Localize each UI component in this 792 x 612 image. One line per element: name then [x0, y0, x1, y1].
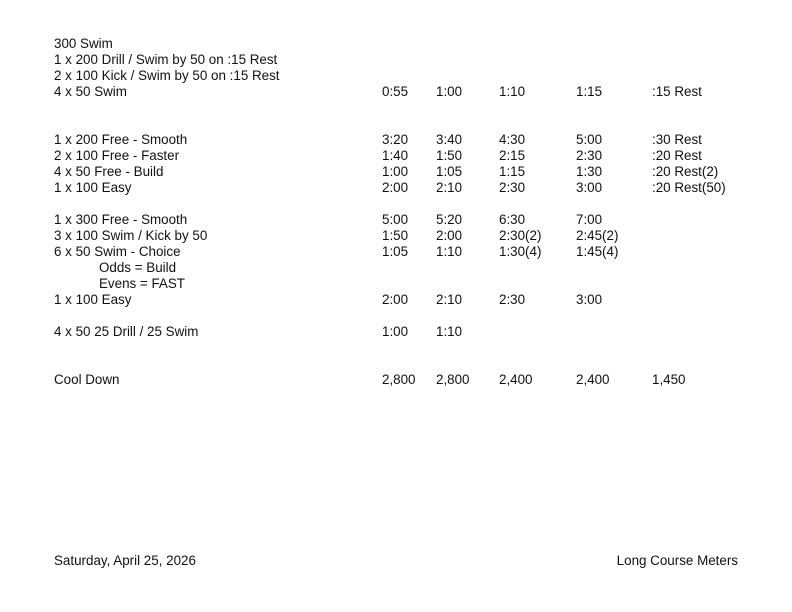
interval-col-4: 3:00	[576, 180, 603, 195]
interval-col-3: 1:30(4)	[499, 244, 542, 259]
interval-col-3: 4:30	[499, 132, 526, 147]
workout-row	[0, 372, 792, 388]
interval-col-1: 0:55	[382, 84, 409, 99]
workout-row	[0, 324, 792, 340]
set-description: 4 x 50 Free - Build	[54, 164, 164, 179]
total-col-4: 2,400	[576, 372, 610, 387]
interval-col-2: 2:10	[436, 292, 463, 307]
workout-row	[0, 260, 792, 276]
workout-row	[0, 180, 792, 196]
interval-col-1: 2:00	[382, 292, 409, 307]
set-description: 4 x 50 25 Drill / 25 Swim	[54, 324, 199, 339]
interval-col-3: 1:10	[499, 84, 526, 99]
set-description: Cool Down	[54, 372, 120, 387]
interval-col-3: 2:30	[499, 292, 526, 307]
interval-col-2: 1:00	[436, 84, 463, 99]
set-note: Odds = Build	[99, 260, 177, 275]
rest-col: :20 Rest	[652, 148, 702, 163]
workout-row	[0, 68, 792, 84]
total-col-5: 1,450	[652, 372, 686, 387]
interval-col-1: 1:00	[382, 324, 409, 339]
set-description: 2 x 100 Free - Faster	[54, 148, 180, 163]
rest-col: :15 Rest	[652, 84, 702, 99]
footer-date: Saturday, April 25, 2026	[54, 553, 196, 568]
interval-col-4: 1:45(4)	[576, 244, 619, 259]
interval-col-1: 3:20	[382, 132, 409, 147]
workout-row	[0, 228, 792, 244]
set-description: 1 x 100 Easy	[54, 292, 132, 307]
workout-row	[0, 164, 792, 180]
interval-col-3: 1:15	[499, 164, 526, 179]
workout-row	[0, 276, 792, 292]
interval-col-4: 3:00	[576, 292, 603, 307]
interval-col-2: 1:05	[436, 164, 463, 179]
set-description: 300 Swim	[54, 36, 113, 51]
interval-col-2: 1:50	[436, 148, 463, 163]
workout-row	[0, 292, 792, 308]
total-col-1: 2,800	[382, 372, 416, 387]
rest-col: :20 Rest(50)	[652, 180, 726, 195]
set-description: 6 x 50 Swim - Choice	[54, 244, 181, 259]
set-description: 1 x 300 Free - Smooth	[54, 212, 188, 227]
workout-row	[0, 36, 792, 52]
total-col-3: 2,400	[499, 372, 533, 387]
set-description: 3 x 100 Swim / Kick by 50	[54, 228, 208, 243]
workout-row	[0, 212, 792, 228]
set-description: 4 x 50 Swim	[54, 84, 127, 99]
interval-col-1: 1:50	[382, 228, 409, 243]
interval-col-1: 1:05	[382, 244, 409, 259]
interval-col-1: 1:40	[382, 148, 409, 163]
interval-col-3: 2:15	[499, 148, 526, 163]
interval-col-1: 5:00	[382, 212, 409, 227]
set-description: 1 x 100 Easy	[54, 180, 132, 195]
set-note: Evens = FAST	[99, 276, 185, 291]
interval-col-4: 7:00	[576, 212, 603, 227]
rest-col: :30 Rest	[652, 132, 702, 147]
interval-col-1: 2:00	[382, 180, 409, 195]
interval-col-2: 2:10	[436, 180, 463, 195]
interval-col-4: 1:15	[576, 84, 603, 99]
interval-col-2: 1:10	[436, 324, 463, 339]
rest-col: :20 Rest(2)	[652, 164, 719, 179]
workout-row	[0, 52, 792, 68]
interval-col-2: 5:20	[436, 212, 463, 227]
workout-row	[0, 148, 792, 164]
interval-col-3: 6:30	[499, 212, 526, 227]
interval-col-2: 3:40	[436, 132, 463, 147]
interval-col-2: 1:10	[436, 244, 463, 259]
interval-col-3: 2:30	[499, 180, 526, 195]
set-description: 1 x 200 Free - Smooth	[54, 132, 188, 147]
interval-col-2: 2:00	[436, 228, 463, 243]
total-col-2: 2,800	[436, 372, 470, 387]
interval-col-4: 2:30	[576, 148, 603, 163]
set-description: 1 x 200 Drill / Swim by 50 on :15 Rest	[54, 52, 278, 67]
interval-col-3: 2:30(2)	[499, 228, 542, 243]
interval-col-4: 2:45(2)	[576, 228, 619, 243]
set-description: 2 x 100 Kick / Swim by 50 on :15 Rest	[54, 68, 280, 83]
workout-row	[0, 84, 792, 100]
workout-row	[0, 132, 792, 148]
interval-col-4: 1:30	[576, 164, 603, 179]
footer-course: Long Course Meters	[616, 553, 738, 568]
workout-row	[0, 244, 792, 260]
interval-col-4: 5:00	[576, 132, 603, 147]
interval-col-1: 1:00	[382, 164, 409, 179]
